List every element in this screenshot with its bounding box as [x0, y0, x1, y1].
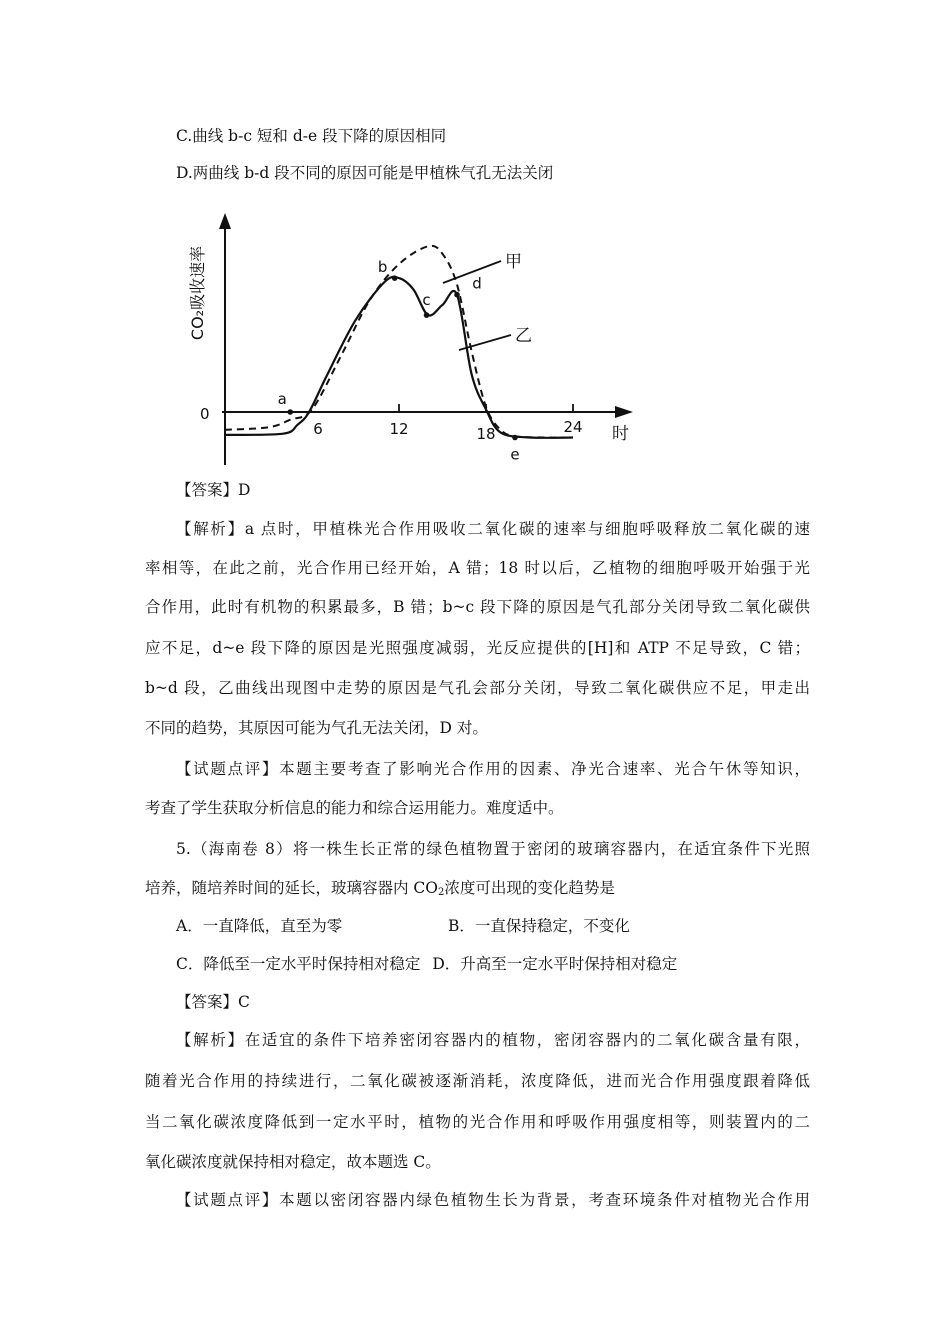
- y-axis-arrow: [219, 213, 231, 229]
- origin-label: 0: [200, 405, 210, 423]
- analysis-4-line-1: [176, 517, 810, 541]
- legend-yi: 乙: [515, 326, 532, 346]
- comment-text: 本题主要考查了影响光合作用的因素、净光合速率、光合午休等知识，: [279, 760, 810, 778]
- question-5-options-ab: [176, 914, 841, 938]
- analysis-5-line-3: 当二氧化碳浓度降低到一定水平时，植物的光合作用和呼吸作用强度相等，则装置内的二: [145, 1113, 810, 1131]
- point-b: [392, 275, 398, 281]
- point-c: [424, 312, 430, 318]
- comment-4-line-1: [176, 757, 810, 781]
- answer-value: C: [238, 993, 250, 1011]
- option-c: C.曲线 b-c 短和 d-e 段下降的原因相同: [176, 127, 447, 145]
- answer-label: 【答案】: [176, 481, 239, 499]
- analysis-label: 【解析】: [176, 1031, 245, 1049]
- question-5-stem-2: [145, 876, 810, 905]
- point-label-a: a: [277, 390, 287, 408]
- point-label-d: d: [472, 274, 482, 293]
- point-e: [512, 435, 518, 441]
- analysis-5-line-2: 随着光合作用的持续进行，二氧化碳被逐渐消耗，浓度降低，进而光合作用强度跟着降低: [145, 1072, 810, 1090]
- curve-yi: [225, 274, 573, 438]
- analysis-text: a 点时，甲植株光合作用吸收二氧化碳的速率与细胞呼吸释放二氧化碳的速: [244, 520, 810, 538]
- analysis-5-line-4: 氧化碳浓度就保持相对稳定，故本题选 C。: [145, 1153, 441, 1171]
- x-axis-label: 时: [612, 424, 629, 444]
- answer-4: [176, 478, 841, 502]
- x-tick-label: 6: [313, 420, 323, 438]
- analysis-4-line-4: 应不足，d~e 段下降的原因是光照强度减弱，光反应提供的[H]和 ATP 不足导致，C 错；: [145, 639, 810, 657]
- analysis-4-line-2: 率相等，在此之前，光合作用已经开始，A 错；18 时以后，乙植物的细胞呼吸开始强于光: [145, 559, 810, 577]
- point-label-e: e: [510, 445, 520, 464]
- x-axis-arrow: [615, 406, 633, 418]
- comment-4-line-2: 考查了学生获取分析信息的能力和综合运用能力。难度适中。: [145, 799, 564, 817]
- x-tick-label: 12: [389, 420, 409, 438]
- chart-svg: [175, 205, 645, 480]
- comment-text: 本题以密闭容器内绿色植物生长为背景，考查环境条件对植物光合作用: [279, 1191, 810, 1209]
- legend-jia: 甲: [505, 252, 522, 272]
- point-a: [287, 409, 293, 415]
- option-a: A．一直降低，直至为零: [176, 917, 343, 935]
- x-tick-label: 18: [476, 425, 496, 443]
- stem-subscript: 2: [438, 887, 445, 898]
- question-5-options-cd: [176, 952, 841, 976]
- co2-absorption-chart: [175, 205, 645, 480]
- answer-value: D: [238, 481, 251, 499]
- comment-label: 【试题点评】: [176, 1191, 280, 1209]
- option-d: D．升高至一定水平时保持相对稳定: [432, 955, 678, 973]
- option-b: B．一直保持稳定，不变化: [448, 917, 630, 935]
- analysis-4-line-5: b~d 段，乙曲线出现图中走势的原因是气孔会部分关闭，导致二氧化碳供应不足，甲走出: [145, 679, 810, 697]
- stem-text-end: 浓度可出现的变化趋势是: [444, 879, 615, 897]
- x-tick-label: 24: [563, 418, 583, 436]
- y-axis-label: CO₂吸收速率: [188, 245, 207, 341]
- comment-5-line-1: [176, 1188, 810, 1212]
- analysis-text: 在适宜的条件下培养密闭容器内的植物，密闭容器内的二氧化碳含量有限，: [244, 1031, 810, 1049]
- option-c: C．降低至一定水平时保持相对稳定: [176, 955, 421, 973]
- comment-label: 【试题点评】: [176, 760, 280, 778]
- point-label-c: c: [422, 291, 431, 310]
- option-d: D.两曲线 b-d 段不同的原因可能是甲植株气孔无法关闭: [176, 164, 554, 182]
- analysis-5-line-1: [176, 1028, 810, 1052]
- point-d: [454, 292, 460, 298]
- point-label-b: b: [377, 258, 388, 277]
- answer-label: 【答案】: [176, 993, 239, 1011]
- analysis-4-line-3: 合作用，此时有机物的积累最多，B 错；b~c 段下降的原因是气孔部分关闭导致二氧化碳供: [145, 598, 810, 616]
- analysis-4-line-6: 不同的趋势，其原因可能为气孔无法关闭，D 对。: [145, 719, 488, 737]
- answer-5: [176, 990, 841, 1014]
- analysis-label: 【解析】: [176, 520, 245, 538]
- stem-text: 培养，随培养时间的延长，玻璃容器内 CO: [145, 879, 438, 897]
- question-5-stem-1: 5.（海南卷 8）将一株生长正常的绿色植物置于密闭的玻璃容器内，在适宜条件下光照: [176, 840, 810, 858]
